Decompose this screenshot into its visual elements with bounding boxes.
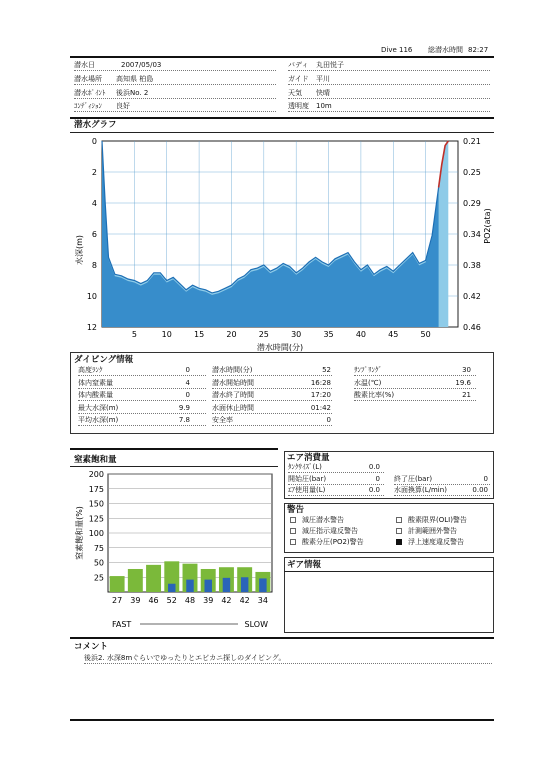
col3-rule bbox=[354, 400, 476, 401]
po2-axis-ticks bbox=[463, 137, 481, 332]
col1-value: 0 bbox=[185, 366, 190, 374]
gear-title: ギア情報 bbox=[287, 560, 322, 570]
time-axis-ticks bbox=[132, 330, 431, 339]
col2-label: 水面休止時間 bbox=[212, 403, 254, 412]
n2-saturation-chart bbox=[70, 468, 280, 632]
po2-tick-label: 0.34 bbox=[463, 230, 481, 239]
n2-y-tick-label: 50 bbox=[93, 558, 104, 568]
col2-rule bbox=[212, 388, 332, 389]
col3-label: 酸素比率(%) bbox=[354, 391, 395, 399]
visibility-value: 10m bbox=[316, 102, 332, 110]
n2-x-tick-label: 34 bbox=[257, 596, 268, 605]
n2-y-tick-label: 150 bbox=[88, 499, 104, 509]
n2-inner-bar bbox=[223, 578, 230, 592]
col1-label: 高度ﾗﾝｸ bbox=[78, 366, 103, 374]
col2-value: 01:42 bbox=[310, 403, 331, 412]
warning-label: 減圧指示違反警告 bbox=[302, 527, 358, 535]
comment-top-rule bbox=[70, 637, 494, 639]
depth-tick-label: 8 bbox=[91, 261, 97, 270]
po2-axis-label: PO2(ata) bbox=[483, 208, 492, 244]
warning-label: 酸素分圧(PO2)警告 bbox=[302, 538, 364, 546]
n2-x-tick-label: 27 bbox=[112, 596, 123, 605]
comment-text: 後浜2. 水深8mぐらいでゆったりとエビカニ探しのダイビング。 bbox=[84, 654, 286, 662]
time-tick-label: 50 bbox=[420, 330, 431, 339]
n2-y-ticks bbox=[89, 470, 104, 582]
n2-x-tick-label: 39 bbox=[130, 596, 141, 605]
date-rule bbox=[74, 70, 276, 71]
date-label: 潜水日 bbox=[74, 61, 95, 69]
end-pressure-label: 終了圧(bar) bbox=[394, 475, 433, 483]
time-tick-label: 25 bbox=[258, 330, 269, 339]
warning-label: 酸素限界(OLI)警告 bbox=[408, 516, 467, 524]
time-tick-label: 40 bbox=[355, 330, 367, 339]
air-title: エア消費量 bbox=[287, 453, 330, 463]
start-pressure-rule bbox=[288, 484, 384, 485]
depth-axis-label: 水深(m) bbox=[75, 234, 84, 266]
warning-label: 浮上速度違反警告 bbox=[408, 538, 464, 546]
condition-label: ｺﾝﾃﾞｨｼｮﾝ bbox=[74, 102, 102, 110]
col2-value: 17:20 bbox=[310, 391, 331, 399]
depth-tick-label: 6 bbox=[91, 230, 97, 239]
weather-value: 快晴 bbox=[316, 89, 330, 97]
start-pressure-label: 開始圧(bar) bbox=[288, 475, 327, 483]
n2-x-tick-label: 52 bbox=[166, 596, 177, 605]
col1-label: 最大水深(m) bbox=[78, 403, 119, 412]
tank-size-label: ﾀﾝｸｻｲｽﾞ(L) bbox=[288, 463, 322, 471]
col2-rule bbox=[212, 425, 332, 426]
col2-value: 16:28 bbox=[310, 378, 331, 387]
n2-x-ticks bbox=[112, 596, 268, 605]
diving-info-title: ダイビング情報 bbox=[74, 355, 134, 365]
po2-tick-label: 0.21 bbox=[463, 137, 481, 146]
col3-label: ｻﾝﾌﾟﾘﾝｸﾞ bbox=[354, 366, 382, 374]
visibility-label: 透明度 bbox=[288, 102, 309, 110]
tank-size-rule bbox=[288, 472, 384, 473]
n2-x-tick-label: 42 bbox=[221, 596, 232, 605]
diving-info-box bbox=[70, 352, 494, 434]
tank-size-value: 0.0 bbox=[368, 463, 380, 471]
comment-rule bbox=[84, 663, 492, 664]
comment-title: コメント bbox=[74, 642, 109, 652]
warning-checkbox bbox=[290, 528, 296, 534]
n2-y-tick-label: 125 bbox=[88, 514, 104, 524]
col3-value: 30 bbox=[462, 366, 471, 374]
place-rule bbox=[74, 84, 276, 85]
col1-rule bbox=[78, 425, 206, 426]
n2-x-tick-label: 39 bbox=[203, 596, 214, 605]
n2-bar bbox=[110, 576, 125, 592]
n2-inner-bar bbox=[259, 578, 266, 592]
point-label: 潜水ﾎﾟｲﾝﾄ bbox=[74, 89, 106, 97]
n2-axis-label: 窒素飽和量(%) bbox=[75, 506, 84, 560]
air-used-value: 0.0 bbox=[368, 486, 380, 494]
n2-bar bbox=[146, 565, 161, 592]
guide-rule bbox=[288, 84, 490, 85]
depth-tick-label: 12 bbox=[86, 323, 97, 332]
n2-y-tick-label: 200 bbox=[88, 470, 104, 479]
place-value: 高知県 柏島 bbox=[116, 75, 154, 83]
col1-value: 7.8 bbox=[178, 416, 190, 424]
start-pressure-value: 0 bbox=[375, 475, 380, 483]
po2-tick-label: 0.46 bbox=[463, 323, 481, 332]
total-dive-time-value: 82:27 bbox=[468, 46, 489, 54]
n2-inner-bar bbox=[204, 580, 211, 592]
time-tick-label: 45 bbox=[388, 330, 399, 339]
fast-label: FAST bbox=[112, 620, 132, 629]
air-used-rule bbox=[288, 495, 384, 496]
gear-title-rule bbox=[284, 571, 494, 572]
graph-top-rule bbox=[70, 117, 494, 119]
header-rule bbox=[70, 56, 494, 58]
n2-bar bbox=[128, 569, 143, 592]
slow-label: SLOW bbox=[244, 620, 268, 629]
weather-rule bbox=[288, 98, 490, 99]
depth-tick-label: 10 bbox=[86, 292, 97, 301]
po2-tick-label: 0.25 bbox=[463, 168, 481, 177]
n2-y-tick-label: 175 bbox=[88, 484, 104, 494]
warning-checkbox bbox=[396, 528, 402, 534]
depth-tick-label: 4 bbox=[91, 199, 97, 208]
warning-label: 計測範囲外警告 bbox=[408, 527, 457, 535]
n2-title-rule bbox=[70, 466, 278, 467]
time-tick-label: 5 bbox=[131, 330, 137, 339]
n2-title: 窒素飽和量 bbox=[74, 455, 117, 465]
end-pressure-value: 0 bbox=[483, 475, 488, 483]
col1-value: 9.9 bbox=[178, 403, 190, 412]
n2-y-tick-label: 75 bbox=[93, 543, 104, 553]
col1-label: 体内窒素量 bbox=[78, 378, 113, 387]
guide-label: ガイド bbox=[288, 75, 309, 83]
graph-title: 潜水グラフ bbox=[74, 120, 117, 130]
depth-tick-label: 2 bbox=[91, 168, 97, 177]
surface-rate-rule bbox=[394, 495, 490, 496]
col2-rule bbox=[212, 400, 332, 401]
depth-tick-label: 0 bbox=[91, 137, 97, 146]
time-axis-label: 潜水時間(分) bbox=[256, 343, 304, 352]
buddy-rule bbox=[288, 70, 490, 71]
col1-rule bbox=[78, 375, 206, 376]
warning-checkbox bbox=[396, 539, 402, 545]
col2-rule bbox=[212, 375, 332, 376]
date-value: 2007/05/03 bbox=[121, 61, 162, 69]
n2-x-tick-label: 42 bbox=[239, 596, 250, 605]
time-tick-label: 20 bbox=[226, 330, 237, 339]
col1-value: 0 bbox=[185, 391, 190, 399]
col2-label: 潜水終了時間 bbox=[212, 391, 254, 399]
col1-rule bbox=[78, 400, 206, 401]
n2-top-rule bbox=[70, 448, 278, 450]
col3-rule bbox=[354, 388, 476, 389]
col1-rule bbox=[78, 388, 206, 389]
warning-label: 減圧潜水警告 bbox=[302, 516, 344, 524]
col3-label: 水温(℃) bbox=[354, 378, 382, 387]
col2-rule bbox=[212, 413, 332, 414]
guide-value: 平川 bbox=[316, 75, 330, 83]
n2-y-tick-label: 25 bbox=[93, 573, 104, 583]
col2-value: 52 bbox=[322, 366, 331, 374]
time-tick-label: 15 bbox=[193, 330, 205, 339]
depth-axis-ticks bbox=[87, 137, 97, 332]
n2-x-tick-label: 48 bbox=[184, 596, 196, 605]
n2-inner-bar bbox=[186, 580, 193, 592]
col3-value: 19.6 bbox=[455, 378, 471, 387]
time-tick-label: 10 bbox=[161, 330, 172, 339]
surface-rate-value: 0.00 bbox=[472, 486, 488, 494]
weather-label: 天気 bbox=[288, 89, 302, 97]
dive-number: Dive 116 bbox=[381, 46, 413, 54]
col2-label: 潜水時間(分) bbox=[212, 366, 253, 374]
col1-label: 体内酸素量 bbox=[78, 391, 113, 399]
time-tick-label: 30 bbox=[291, 330, 302, 339]
dive-profile-chart bbox=[60, 134, 500, 356]
n2-inner-bar bbox=[168, 584, 175, 592]
col3-value: 21 bbox=[462, 391, 471, 399]
place-label: 潜水場所 bbox=[74, 75, 102, 83]
bottom-rule bbox=[70, 719, 494, 721]
n2-x-tick-label: 46 bbox=[148, 596, 159, 605]
col2-label: 安全率 bbox=[212, 416, 233, 424]
buddy-value: 丸田悦子 bbox=[316, 61, 344, 69]
time-tick-label: 35 bbox=[323, 330, 334, 339]
col1-value: 4 bbox=[185, 378, 190, 387]
col2-value: 0 bbox=[326, 416, 331, 424]
col1-label: 平均水深(m) bbox=[78, 416, 119, 424]
warning-checkbox bbox=[290, 539, 296, 545]
graph-title-rule bbox=[70, 132, 494, 133]
n2-inner-bar bbox=[241, 577, 248, 592]
end-pressure-rule bbox=[394, 484, 490, 485]
po2-tick-label: 0.29 bbox=[463, 199, 481, 208]
warning-checkbox bbox=[396, 517, 402, 523]
warning-title: 警告 bbox=[287, 505, 305, 515]
col2-label: 潜水開始時間 bbox=[212, 378, 254, 387]
condition-value: 良好 bbox=[116, 102, 130, 110]
warning-checkbox bbox=[290, 517, 296, 523]
visibility-rule bbox=[288, 111, 490, 112]
condition-rule bbox=[74, 111, 276, 112]
col3-rule bbox=[354, 375, 476, 376]
buddy-label: バディ bbox=[288, 61, 309, 69]
surface-rate-label: 水面換算(L/min) bbox=[394, 486, 447, 494]
col1-rule bbox=[78, 413, 206, 414]
po2-tick-label: 0.42 bbox=[463, 292, 481, 301]
point-value: 後浜No. 2 bbox=[116, 89, 149, 97]
n2-y-tick-label: 100 bbox=[88, 529, 104, 538]
total-dive-time-label: 総潜水時間 bbox=[428, 46, 463, 54]
air-used-label: ｴｱ使用量(L) bbox=[288, 486, 326, 494]
point-rule bbox=[74, 98, 276, 99]
po2-tick-label: 0.38 bbox=[463, 261, 481, 270]
